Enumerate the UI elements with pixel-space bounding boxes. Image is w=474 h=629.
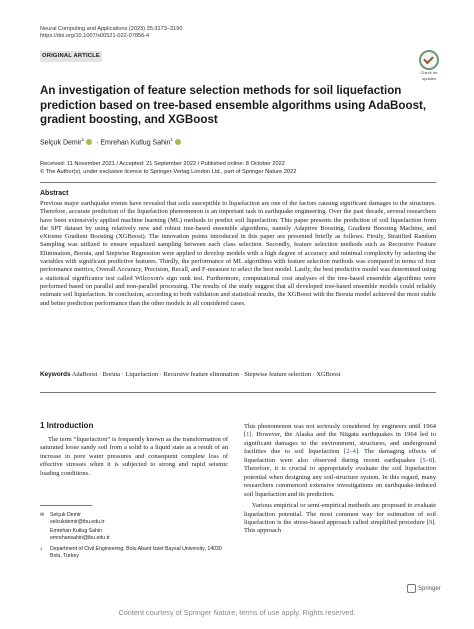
author-1-affiliation: 1 bbox=[81, 137, 85, 142]
keywords-label: Keywords bbox=[40, 371, 71, 378]
left-column bbox=[40, 436, 228, 478]
journal-header bbox=[40, 26, 182, 41]
article-type-badge: ORIGINAL ARTICLE bbox=[40, 51, 102, 62]
email-icon: ✉ bbox=[40, 512, 45, 518]
copyright-line: © The Author(s), under exclusive licence to Springer-Verlag London Ltd., part of Springer Nature 2022 bbox=[40, 169, 297, 175]
reference-link[interactable]: 1 bbox=[246, 431, 250, 439]
publication-dates bbox=[40, 160, 296, 176]
author-1-name[interactable]: Selçuk Demir bbox=[40, 139, 82, 147]
author-2-email[interactable]: emrehansahin@ibu.edu.tr bbox=[50, 535, 110, 542]
paper-title: An investigation of feature selection methods for soil liquefaction prediction based on tree-based ensemble algorithms using AdaBoost, gradient boosting, and XGBoost bbox=[40, 84, 427, 127]
springer-horse-icon bbox=[407, 584, 416, 593]
affiliation-text: Department of Civil Engineering, Bolu Abant Izzet Baysal University, 14030 Bolu, Turkey bbox=[50, 545, 222, 559]
check-updates-icon bbox=[419, 50, 439, 70]
doi-link[interactable]: https://doi.org/10.1007/s00521-022-07856-4 bbox=[40, 33, 150, 40]
reference-link[interactable]: 2–4 bbox=[346, 448, 356, 456]
intro-paragraph-2: This phenomenon was not seriously considered by engineers until 1964 [1]. However, the Alaska and the Niigata earthquakes in 1964 led to significant damages to the environment, structures, and underground facilities due to soil liquefaction [2–4]. The damaging effects of liquefaction were also observed during recent earthquakes [5–8]. Therefore, it is crucial to appropriately evaluate the soil liquefaction potential when designing any soil-structure system. In this regard, many researchers commenced extensive investigations on earthquake-induced soil liquefaction and its prediction. bbox=[244, 423, 437, 498]
abstract-text: Previous major earthquake events have revealed that soils susceptible to liquefaction are one of the factors causing significant damages to the structures. Therefore, accurate prediction of the liquefaction phenomenon is an important task in earthquake engineering. Over the past decade, several researchers have been extensively applied machine learning (ML) methods to predict soil liquefaction. This paper presents the prediction of soil liquefaction from the SPT dataset by using relatively new and robust tree-based ensemble algorithms, namely Adaptive Boosting, Gradient Boosting Machine, and eXtreme Gradient Boosting (XGBoost). The innovation points introduced in this paper are presented briefly as follows. Firstly, Stratified Random Sampling was utilized to ensure equalized sampling between each class selection. Secondly, feature selection methods such as Recursive Feature Elimination, Boruta, and Stepwise Regression were applied to develop models with a high degree of accuracy and minimal complexity by selecting the variables with significant predictive features. Thirdly, the performance of ML algorithms with feature selection methods was compared in terms of four performance metrics, Overall Accuracy, Precision, Recall, and F-measure to select the best model. Lastly, the best predictive model was determined using a statistical significance test called Wilcoxon's sign rank test. Furthermore, computational cost analyses of the tree-based ensemble algorithms were performed based on parallel and non-parallel processing. The results of the study suggest that all developed tree-based ensemble models could reliably estimate soil liquefaction. In conclusion, according to both validation and statistical results, the XGBoost with the Boruta model achieved the most stable and better prediction performance than the other models in all considered cases. bbox=[40, 200, 437, 307]
keywords-list: AdaBoost · Boruta · Liquefaction · Recursive feature elimination · Stepwise feature selection · XGBoost bbox=[71, 371, 341, 378]
courtesy-notice: Content courtesy of Springer Nature, terms of use apply. Rights reserved. bbox=[118, 608, 356, 617]
reference-link[interactable]: 5–8 bbox=[422, 456, 433, 464]
intro-paragraph-3: Various empirical or semi-empirical methods are proposed to evaluate liquefaction potential. The most common way for estimation of soil liquefaction is the stress-based approach called simplified procedure [9]. This approach bbox=[244, 502, 436, 535]
abstract-heading: Abstract bbox=[40, 190, 69, 197]
check-updates-label-2: updates bbox=[421, 75, 437, 81]
publisher-name: Springer bbox=[418, 586, 441, 593]
section-heading: 1 Introduction bbox=[40, 421, 94, 430]
right-column bbox=[244, 423, 436, 539]
divider bbox=[40, 182, 436, 183]
author-1-footnote-name: Selçuk Demir bbox=[50, 512, 81, 518]
orcid-icon[interactable] bbox=[86, 139, 92, 145]
check-updates-label-1: Check for bbox=[420, 70, 438, 75]
author-1-email[interactable]: selcukdemir@ibu.edu.tr bbox=[50, 518, 105, 525]
author-2-affiliation: 1 bbox=[170, 137, 173, 142]
check-for-updates-button[interactable] bbox=[418, 50, 440, 81]
author-2-name[interactable]: Emrehan Kutlug Sahin bbox=[100, 139, 171, 147]
publisher-logo bbox=[407, 584, 441, 593]
reference-link[interactable]: 9 bbox=[428, 518, 433, 526]
dates-line: Received: 11 November 2021 / Accepted: 21 September 2022 / Published online: 8 October 2022 bbox=[40, 161, 285, 167]
footnote-divider bbox=[40, 505, 92, 506]
journal-citation: Neural Computing and Applications (2023) 35:3173–3190 bbox=[40, 26, 183, 32]
divider bbox=[40, 392, 436, 393]
affiliation-number: 1 bbox=[40, 545, 43, 551]
author-separator: · bbox=[96, 139, 99, 147]
author-list bbox=[40, 137, 183, 146]
keywords bbox=[40, 371, 436, 380]
intro-paragraph-1: The term “liquefaction” is frequently known as the transformation of saturated loose sandy soil from a solid to a liquid state as a result of an increase in pore water pressures and consequent complete loss of effective stresses when it is subjected to strong and rapid seismic loading conditions. bbox=[40, 436, 228, 477]
footnotes bbox=[40, 512, 230, 559]
author-2-footnote-name: Emrehan Kutlug Sahin bbox=[50, 528, 102, 535]
orcid-icon[interactable] bbox=[175, 139, 181, 145]
